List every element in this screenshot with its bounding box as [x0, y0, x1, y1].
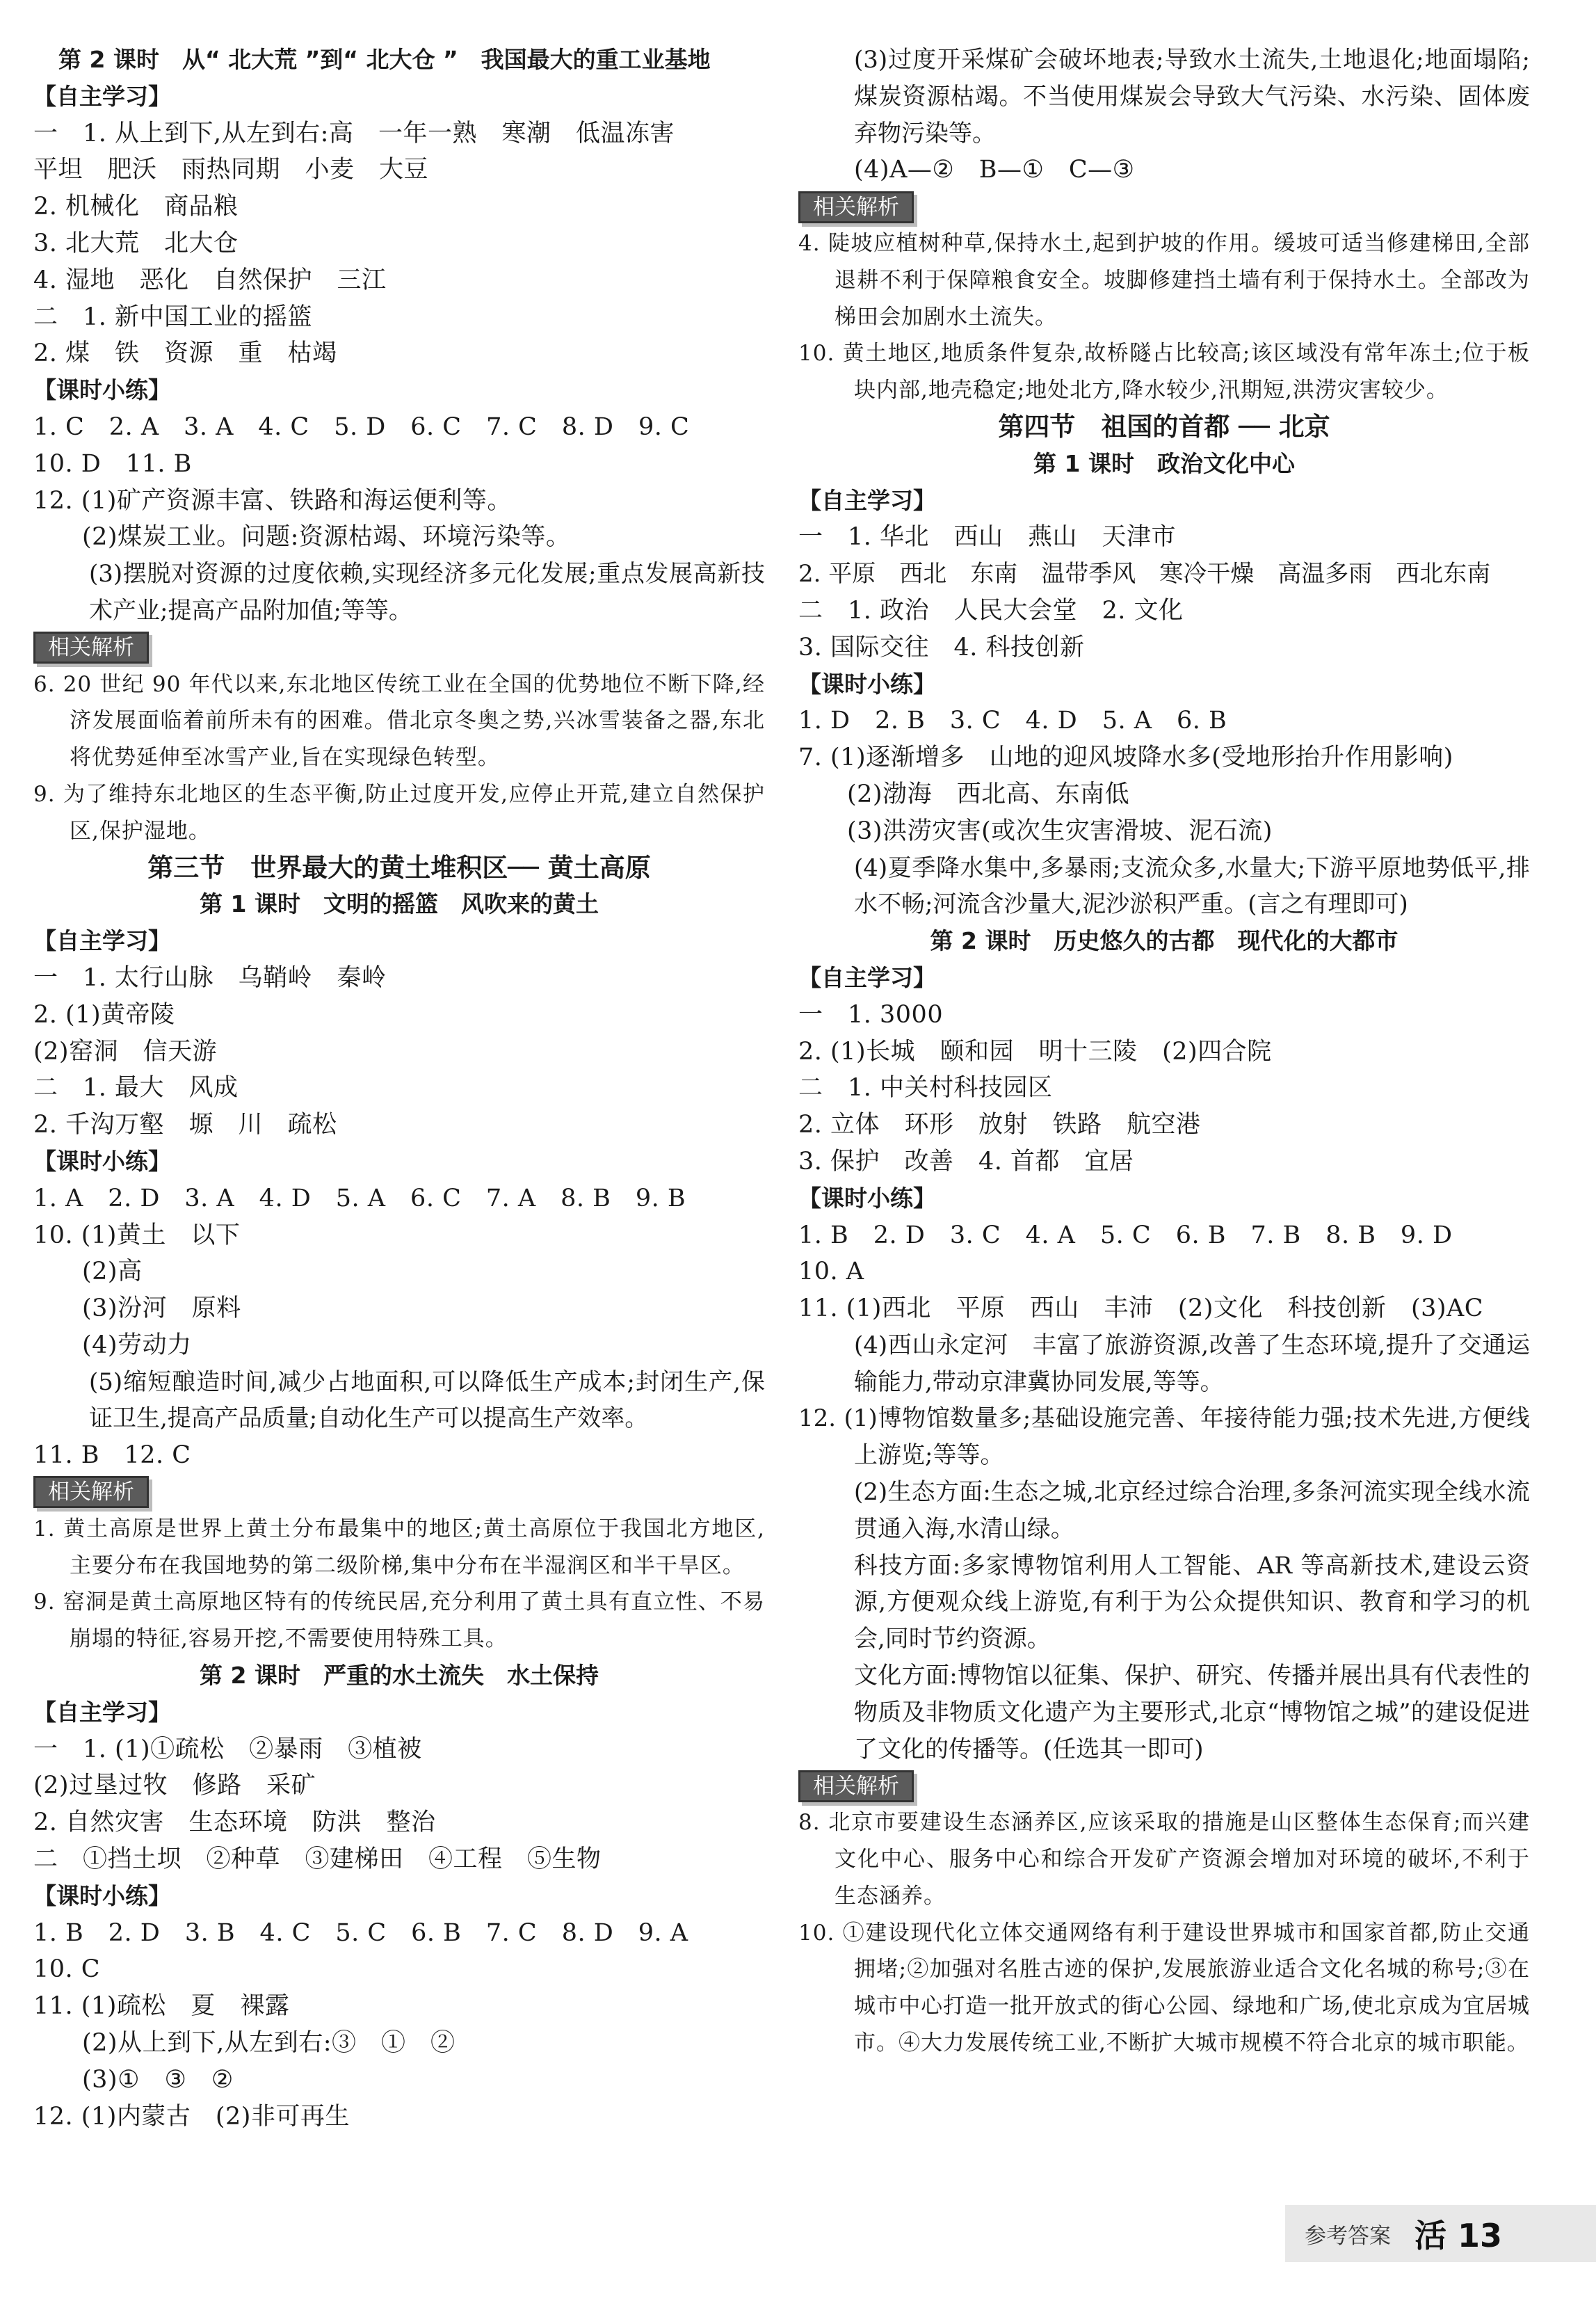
lesson-title: 第 2 课时 严重的水土流失 水土保持 [200, 1662, 599, 1690]
answer-paragraph: 2. 平原 西北 东南 温带季风 寒冷干燥 高温多雨 西北东南 [798, 560, 1491, 588]
answer-line: 平坦 肥沃 雨热同期 小麦 大豆 [33, 156, 429, 184]
right-column [798, 42, 1530, 2062]
tag-self-study: 【自主学习】 [33, 927, 171, 955]
answer-line: 一 1. 华北 西山 燕山 天津市 [798, 523, 1177, 552]
answer-line: 3. 保护 改善 4. 首都 宜居 [798, 1147, 1134, 1176]
answer-line: 10. C [33, 1955, 101, 1984]
analysis-badge: 相关解析 [33, 632, 149, 664]
analysis-paragraph: 1. 黄土高原是世界上黄土分布最集中的地区;黄土高原位于我国北方地区,主要分布在我国地势的第二级阶梯,集中分布在半湿润区和半干旱区。 [33, 1516, 765, 1578]
tag-self-study: 【自主学习】 [33, 1698, 171, 1726]
tag-self-study: 【自主学习】 [33, 82, 171, 110]
analysis-paragraph: 9. 为了维持东北地区的生态平衡,防止过度开发,应停止开荒,建立自然保护区,保护湿地。 [33, 781, 765, 844]
answer-line: 1. B 2. D 3. B 4. C 5. C 6. B 7. C 8. D 9. A [33, 1918, 688, 1947]
answer-line: 一 1. 太行山脉 乌鞘岭 秦岭 [33, 963, 387, 992]
answer-line: (3)汾河 原料 [82, 1294, 241, 1323]
analysis-paragraph: 10. ①建设现代化立体交通网络有利于建设世界城市和国家首都,防止交通拥堵;②加强对名胜古迹的保护,发展旅游业适合文化名城的称号;③在城市中心打造一批开放式的街心公园、绿地和广场,使北京成为宜居城市。④大力发展传统工业,不断扩大城市规模不符合北京的城市职能。 [798, 1920, 1530, 2056]
answer-line: 一 1. (1)①疏松 ②暴雨 ③植被 [33, 1735, 422, 1763]
answer-paragraph: 文化方面:博物馆以征集、保护、研究、传播并展出具有代表性的物质及非物质文化遗产为主要形式,北京“博物馆之城”的建设促进了文化的传播等。(任选其一即可) [854, 1662, 1530, 1763]
lesson-title: 第 2 课时 历史悠久的古都 现代化的大都市 [930, 927, 1398, 955]
tag-practice: 【课时小练】 [33, 1147, 171, 1175]
answer-paragraph: (5)缩短酿造时间,减少占地面积,可以降低生产成本;封闭生产,保证卫生,提高产品质量;自动化生产可以提高生产效率。 [89, 1368, 765, 1433]
answer-line: 7. (1)逐渐增多 山地的迎风坡降水多(受地形抬升作用影响) [798, 744, 1453, 772]
answer-line: (2)高 [82, 1258, 143, 1286]
answer-line: 二 1. 中关村科技园区 [798, 1074, 1053, 1103]
answer-line: (3)洪涝灾害(或次生灾害滑坡、泥石流) [847, 817, 1273, 845]
analysis-badge: 相关解析 [33, 1476, 149, 1508]
answer-line: 11. (1)西北 平原 西山 丰沛 (2)文化 科技创新 (3)AC [798, 1294, 1484, 1323]
answer-line: 1. D 2. B 3. C 4. D 5. A 6. B [798, 707, 1227, 735]
answer-paragraph: (4)西山永定河 丰富了旅游资源,改善了生态环境,提升了交通运输能力,带动京津冀协同发展,等等。 [854, 1331, 1530, 1396]
lesson-title: 第 1 课时 政治文化中心 [1033, 449, 1295, 477]
answer-line: 3. 国际交往 4. 科技创新 [798, 633, 1085, 662]
answer-line: 4. 湿地 恶化 自然保护 三江 [33, 266, 387, 294]
answer-line: 10. A [798, 1258, 864, 1286]
answer-line: 11. B 12. C [33, 1441, 191, 1470]
section-title: 第三节 世界最大的黄土堆积区── 黄土高原 [147, 852, 651, 883]
answer-line: 一 1. 从上到下,从左到右:高 一年一熟 寒潮 低温冻害 [33, 119, 675, 147]
footer-label: 参考答案 [1305, 2223, 1391, 2249]
answer-line: 12. (1)内蒙古 (2)非可再生 [33, 2102, 350, 2131]
analysis-paragraph: 10. 黄土地区,地质条件复杂,故桥隧占比较高;该区域没有常年冻土;位于板块内部,地壳稳定;地处北方,降水较少,汛期短,洪涝灾害较少。 [798, 341, 1530, 403]
answer-line: 2. 煤 铁 资源 重 枯竭 [33, 339, 337, 368]
answer-line: 10. D 11. B [33, 449, 192, 478]
answer-paragraph: 科技方面:多家博物馆利用人工智能、AR 等高新技术,建设云资源,方便观众线上游览,有利于为公众提供知识、教育和学习的机会,同时节约资源。 [854, 1551, 1530, 1653]
answer-line: 2. (1)长城 颐和园 明十三陵 (2)四合院 [798, 1037, 1272, 1066]
analysis-paragraph: 6. 20 世纪 90 年代以来,东北地区传统工业在全国的优势地位不断下降,经济发展面临着前所未有的困难。借北京冬奥之势,兴冰雪装备之器,东北将优势延伸至冰雪产业,旨在实现绿色转型。 [33, 671, 765, 771]
tag-practice: 【课时小练】 [798, 670, 936, 698]
answer-paragraph: (4)夏季降水集中,多暴雨;支流众多,水量大;下游平原地势低平,排水不畅;河流含沙量大,泥沙淤积严重。(言之有理即可) [854, 853, 1530, 919]
answer-line: 1. B 2. D 3. C 4. A 5. C 6. B 7. B 8. B 9. D [798, 1221, 1453, 1249]
answer-paragraph: 12. (1)博物馆数量多;基础设施完善、年接待能力强;技术先进,方便线上游览;等等。 [798, 1404, 1530, 1470]
answer-line: 二 1. 最大 风成 [33, 1074, 239, 1103]
answer-paragraph: (3)过度开采煤矿会破坏地表;导致水土流失,土地退化;地面塌陷;煤炭资源枯竭。不当使用煤炭会导致大气污染、水污染、固体废弃物污染等。 [854, 46, 1530, 147]
lesson-title: 第 2 课时 从“ 北大荒 ”到“ 北大仓 ” 我国最大的重工业基地 [58, 46, 711, 73]
answer-line: (4)劳动力 [82, 1331, 192, 1359]
answer-line: 2. 自然灾害 生态环境 防洪 整治 [33, 1809, 436, 1837]
analysis-paragraph: 4. 陡坡应植树种草,保持水土,起到护坡的作用。缓坡可适当修建梯田,全部退耕不利于保障粮食安全。坡脚修建挡土墙有利于保持水土。全部改为梯田会加剧水土流失。 [798, 230, 1530, 330]
answer-line: 12. (1)矿产资源丰富、铁路和海运便利等。 [33, 486, 512, 515]
answer-line: (2)过垦过牧 修路 采矿 [33, 1772, 316, 1800]
page-footer [1285, 2205, 1596, 2262]
answer-paragraph: (3)摆脱对资源的过度依赖,实现经济多元化发展;重点发展高新技术产业;提高产品附加值;等等。 [89, 560, 765, 625]
answer-line: 1. A 2. D 3. A 4. D 5. A 6. C 7. A 8. B 9. B [33, 1184, 686, 1212]
answer-line: (3)① ③ ② [82, 2065, 234, 2094]
answer-line: 2. (1)黄帝陵 [33, 1000, 175, 1029]
answer-line: 二 ①挡土坝 ②种草 ③建梯田 ④工程 ⑤生物 [33, 1845, 602, 1874]
answer-line: 二 1. 政治 人民大会堂 2. 文化 [798, 596, 1184, 625]
answer-line: 2. 立体 环形 放射 铁路 航空港 [798, 1111, 1201, 1139]
analysis-badge: 相关解析 [798, 1770, 914, 1802]
section-title: 第四节 祖国的首都 ── 北京 [998, 411, 1330, 442]
answer-line: 一 1. 3000 [798, 1000, 944, 1029]
answer-paragraph: (2)生态方面:生态之城,北京经过综合治理,多条河流实现全线水流贯通入海,水清山绿。 [854, 1478, 1530, 1543]
page-number: 活 13 [1414, 2217, 1503, 2254]
tag-self-study: 【自主学习】 [798, 486, 936, 514]
answer-line: (2)从上到下,从左到右:③ ① ② [82, 2029, 456, 2058]
answer-line: (4)A—② B—① C—③ [854, 156, 1135, 184]
analysis-badge: 相关解析 [798, 191, 914, 223]
answer-line: 11. (1)疏松 夏 裸露 [33, 1992, 290, 2021]
answer-line: 二 1. 新中国工业的摇篮 [33, 303, 313, 331]
answer-line: 2. 机械化 商品粮 [33, 193, 239, 221]
answer-line: 2. 千沟万壑 塬 川 疏松 [33, 1111, 337, 1139]
left-column [33, 42, 765, 2135]
tag-practice: 【课时小练】 [33, 1882, 171, 1909]
tag-practice: 【课时小练】 [798, 1184, 936, 1212]
answer-line: 3. 北大荒 北大仓 [33, 229, 239, 257]
answer-line: (2)煤炭工业。问题:资源枯竭、环境污染等。 [82, 523, 571, 552]
lesson-title: 第 1 课时 文明的摇篮 风吹来的黄土 [200, 890, 599, 918]
tag-practice: 【课时小练】 [33, 376, 171, 404]
tag-self-study: 【自主学习】 [798, 963, 936, 991]
answer-line: (2)渤海 西北高、东南低 [847, 780, 1130, 808]
answer-line: 10. (1)黄土 以下 [33, 1221, 241, 1249]
answer-line: (2)窑洞 信天游 [33, 1037, 218, 1066]
analysis-paragraph: 9. 窑洞是黄土高原地区特有的传统民居,充分利用了黄土具有直立性、不易崩塌的特征,容易开挖,不需要使用特殊工具。 [33, 1589, 765, 1652]
answer-line: 1. C 2. A 3. A 4. C 5. D 6. C 7. C 8. D 9. C [33, 412, 690, 441]
analysis-paragraph: 8. 北京市要建设生态涵养区,应该采取的措施是山区整体生态保育;而兴建文化中心、服务中心和综合开发矿产资源会增加对环境的破坏,不利于生态涵养。 [798, 1810, 1530, 1909]
